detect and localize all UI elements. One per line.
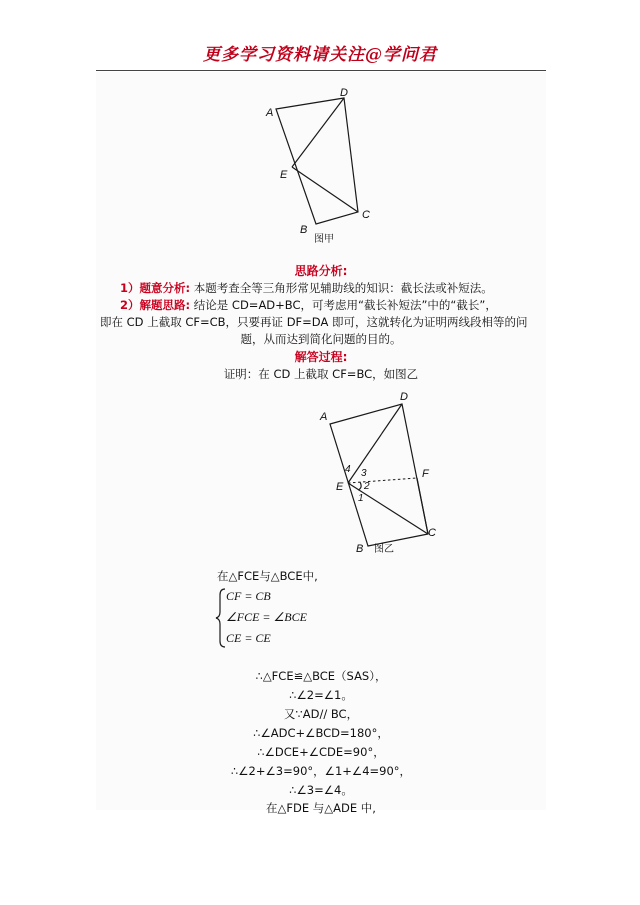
page-header: 更多学习资料请关注@学问君 xyxy=(203,45,437,65)
segment-ED xyxy=(348,404,402,483)
point-label-D: D xyxy=(340,87,348,99)
proof-intro: 证明：在 CD 上截取 CF=BC，如图乙 xyxy=(223,367,419,381)
proof-line-6: ∴∠2+∠3=90°，∠1+∠4=90°， xyxy=(230,764,412,778)
figure-caption: 图甲 xyxy=(314,234,334,245)
figure-jia xyxy=(256,84,396,244)
system-brace xyxy=(216,589,225,647)
system-line-2: ∠FCE = ∠BCE xyxy=(226,610,307,624)
proof-line-1: ∴△FCE≌△BCE（SAS）， xyxy=(255,669,387,683)
point-label-E: E xyxy=(280,169,288,181)
system-line-3: CE = CE xyxy=(226,631,271,645)
angle-label-1: 1 xyxy=(358,493,364,504)
proof-line-7: ∴∠3=∠4。 xyxy=(289,783,353,797)
segment-EC xyxy=(348,483,428,534)
idea-item-2-cont2: 题，从而达到简化问题的目的。 xyxy=(240,332,402,346)
segment-EF xyxy=(348,478,417,483)
point-label-C: C xyxy=(362,209,370,221)
angle-label-3: 3 xyxy=(361,468,367,479)
point-label-B: B xyxy=(356,543,364,555)
segment-EC xyxy=(292,167,358,212)
proof-line-5: ∴∠DCE+∠CDE=90°， xyxy=(257,745,385,759)
figure-yi xyxy=(310,386,460,560)
idea-item-2-cont1: 即在 CD 上截取 CF=CB，只要再证 DF=DA 即可，这就转化为证明两线段相等的问 xyxy=(100,315,528,329)
quad-outline xyxy=(276,98,358,224)
point-label-B: B xyxy=(300,224,308,236)
proof-line-8: 在△FDE 与△ADE 中, xyxy=(266,801,376,815)
proof-line-3: 又∵AD// BC， xyxy=(283,707,359,721)
point-label-A: A xyxy=(320,411,328,423)
system-line-1: CF = CB xyxy=(226,589,271,603)
point-label-D: D xyxy=(400,391,408,403)
idea-item-2: 2）解题思路: 结论是 CD=AD+BC，可考虑用“截长补短法”中的“截长”， xyxy=(120,298,497,312)
point-label-F: F xyxy=(422,468,429,480)
section-title-solution: 解答过程: xyxy=(294,350,348,364)
proof-line-4: ∴∠ADC+∠BCD=180°， xyxy=(253,726,389,740)
point-label-C: C xyxy=(428,527,436,539)
angle-label-4: 4 xyxy=(345,464,351,475)
congruence-system xyxy=(214,586,334,650)
figure-caption: 图乙 xyxy=(374,544,394,555)
proof-in-triangles: 在△FCE与△BCE中, xyxy=(217,569,318,583)
angle-label-2: 2 xyxy=(364,481,370,492)
section-title-idea: 思路分析: xyxy=(294,264,348,278)
header-divider xyxy=(96,70,546,71)
proof-line-2: ∴∠2=∠1。 xyxy=(289,688,353,702)
segment-FC xyxy=(417,478,428,534)
angle-arc-2 xyxy=(358,482,361,490)
point-label-E: E xyxy=(336,481,344,493)
idea-item-1: 1）题意分析: 本题考查全等三角形常见辅助线的知识：截长法或补短法。 xyxy=(120,281,493,295)
segment-ED xyxy=(292,98,344,167)
point-label-A: A xyxy=(266,107,274,119)
